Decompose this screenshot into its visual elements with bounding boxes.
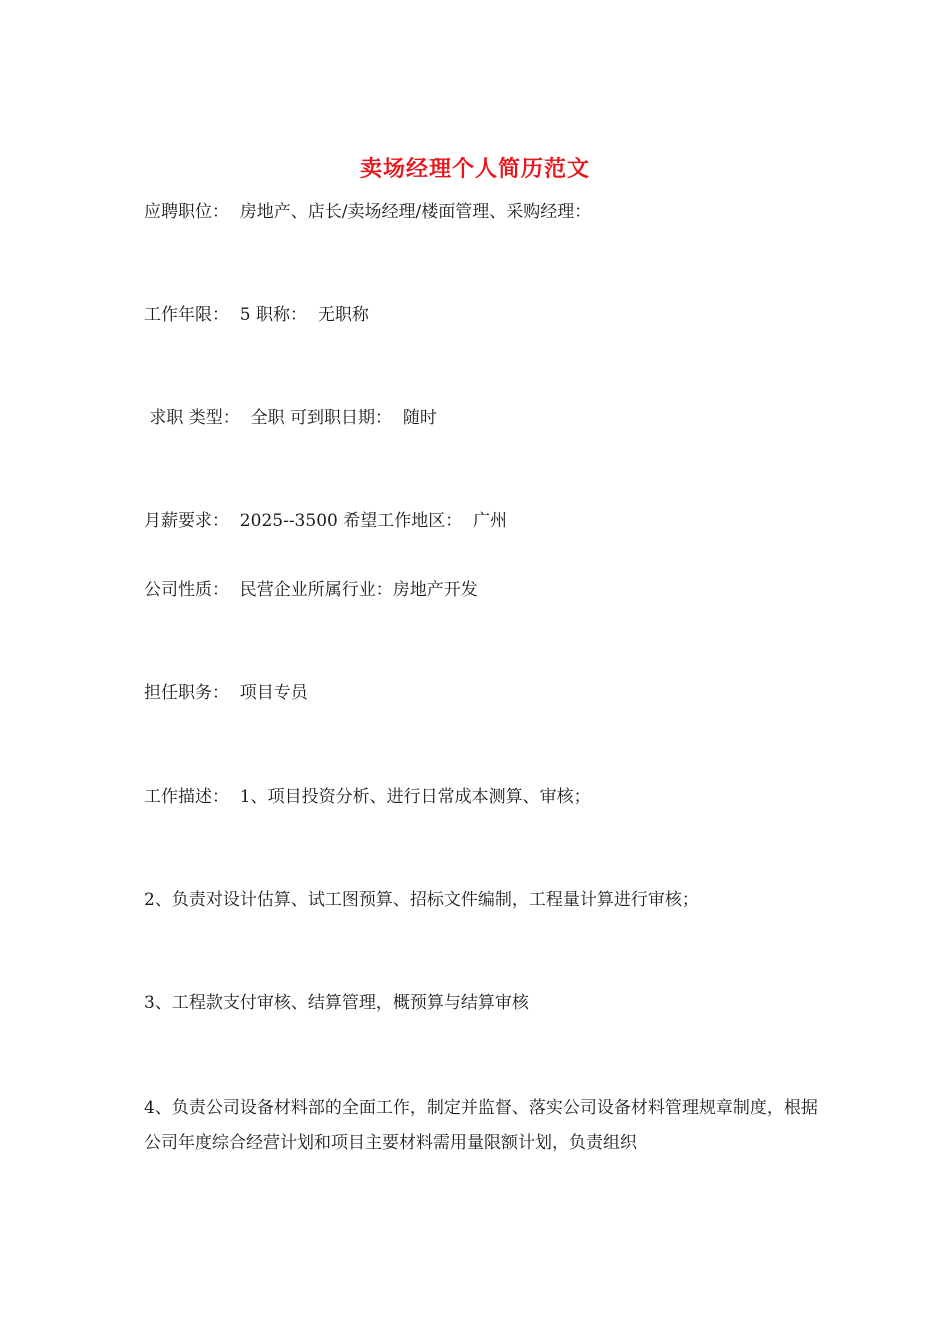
duty-item-3: 3、工程款支付审核、结算管理，概预算与结算审核 <box>144 993 529 1013</box>
work-description-line: 工作描述： 1、项目投资分析、进行日常成本测算、审核； <box>144 787 591 807</box>
duty-item-4: 4、负责公司设备材料部的全面工作，制定并监督、落实公司设备材料管理规章制度，根据公司年度综合经营计划和项目主要材料需用量限额计划，负责组织 <box>144 1098 818 1153</box>
work-years-line: 工作年限： 5 职称： 无职称 <box>144 305 369 325</box>
duty-item-2: 2、负责对设计估算、试工图预算、招标文件编制，工程量计算进行审核； <box>144 890 699 910</box>
position-held-line: 担任职务： 项目专员 <box>144 683 308 703</box>
company-type-line: 公司性质： 民营企业所属行业：房地产开发 <box>144 580 478 600</box>
document-title: 卖场经理个人简历范文 <box>359 157 590 182</box>
applied-position-line: 应聘职位： 房地产、店长/卖场经理/楼面管理、采购经理： <box>144 202 592 222</box>
job-type-line: 求职 类型： 全职 可到职日期： 随时 <box>144 408 437 428</box>
salary-line: 月薪要求： 2025--3500 希望工作地区： 广州 <box>144 511 508 531</box>
